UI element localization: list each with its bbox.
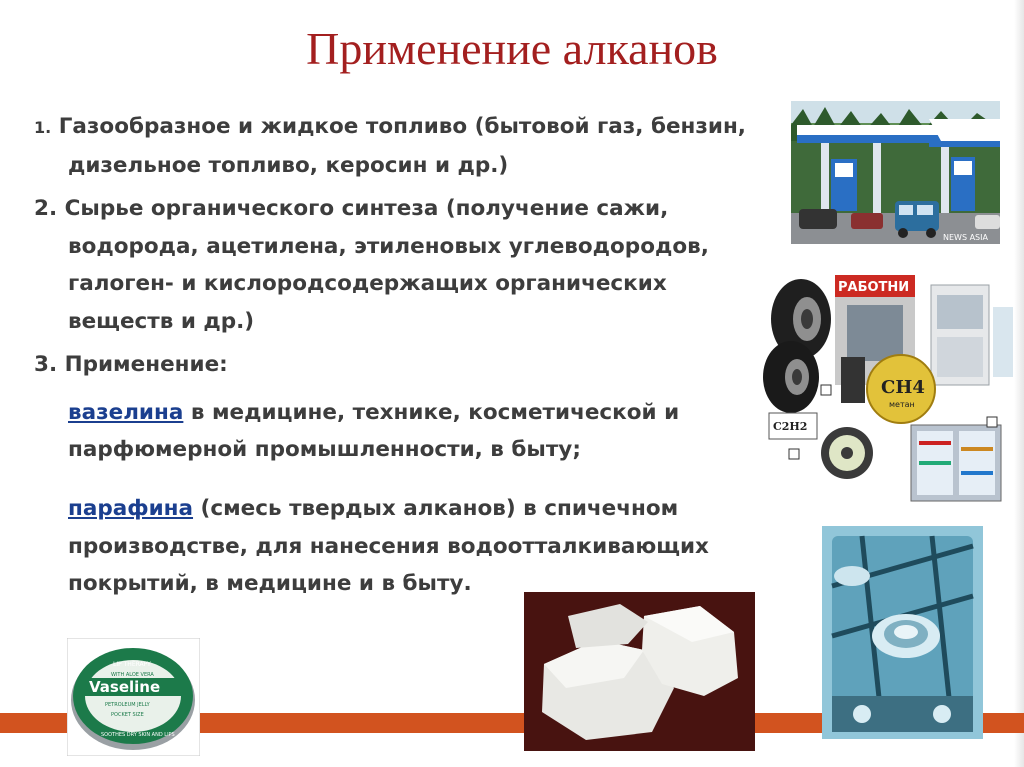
gas-station-illustration [791, 101, 1000, 244]
slide-body [34, 108, 779, 624]
list-item-application-text: 3. Применение: [34, 352, 228, 377]
vaseline-tin-photo [67, 638, 200, 756]
gas-stove-photo [822, 526, 983, 739]
paraffin-link[interactable]: парафина [68, 496, 194, 521]
list-item-fuel [34, 108, 779, 184]
sub-item-vaseline [34, 394, 779, 469]
vaseline-petroleum: PETROLEUM JELLY [105, 702, 150, 708]
slide-right-shadow [1014, 0, 1024, 767]
vaseline-tin-illustration [67, 638, 200, 756]
tires-collage-illustration [761, 257, 1013, 505]
list-item-number: 1. [34, 118, 52, 137]
ch4-label: метан [889, 400, 915, 409]
vaseline-link[interactable]: вазелина [68, 399, 184, 425]
vaseline-pocket: POCKET SIZE [111, 712, 144, 718]
gas-station-watermark: NEWS ASIA [943, 233, 988, 242]
sub-item-paraffin-text: (смесь твердых алканов) в спичечном производстве, для нанесения водоотталкивающих покрытий, в медицине и в быту. [68, 496, 709, 596]
magazine-title: РАБОТНИ [838, 280, 910, 295]
slide-title: Применение алканов [306, 23, 718, 74]
gas-station-photo [791, 101, 1000, 244]
sub-item-vaseline-text: в медицине, технике, косметической и парфюмерной промышленности, в быту; [68, 399, 680, 462]
vaseline-arc-top: LIP THERAPY [113, 661, 151, 668]
list-item-synthesis [34, 190, 779, 340]
ch4-formula: CH4 [881, 377, 925, 398]
sub-item-paraffin [34, 490, 779, 603]
gas-stove-illustration [822, 526, 983, 739]
paraffin-wax-illustration [524, 592, 755, 751]
tires-collage-photo [761, 257, 1013, 505]
vaseline-bottom: SOOTHES DRY SKIN AND LIPS [101, 732, 175, 738]
list-item-application [34, 346, 779, 384]
list-item-fuel-text: Газообразное и жидкое топливо (бытовой газ, бензин, дизельное топливо, керосин и др.) [58, 114, 746, 178]
paraffin-wax-photo [524, 592, 755, 751]
c2h2-formula: C2H2 [773, 420, 808, 433]
list-item-synthesis-text: 2. Сырье органического синтеза (получение сажи, водорода, ацетилена, этиленовых углеводородов, галоген- и кислородсодержащих органических веществ и др.) [34, 196, 709, 334]
vaseline-arc-sub: WITH ALOE VERA [111, 672, 154, 678]
vaseline-brand: Vaseline [89, 678, 161, 696]
